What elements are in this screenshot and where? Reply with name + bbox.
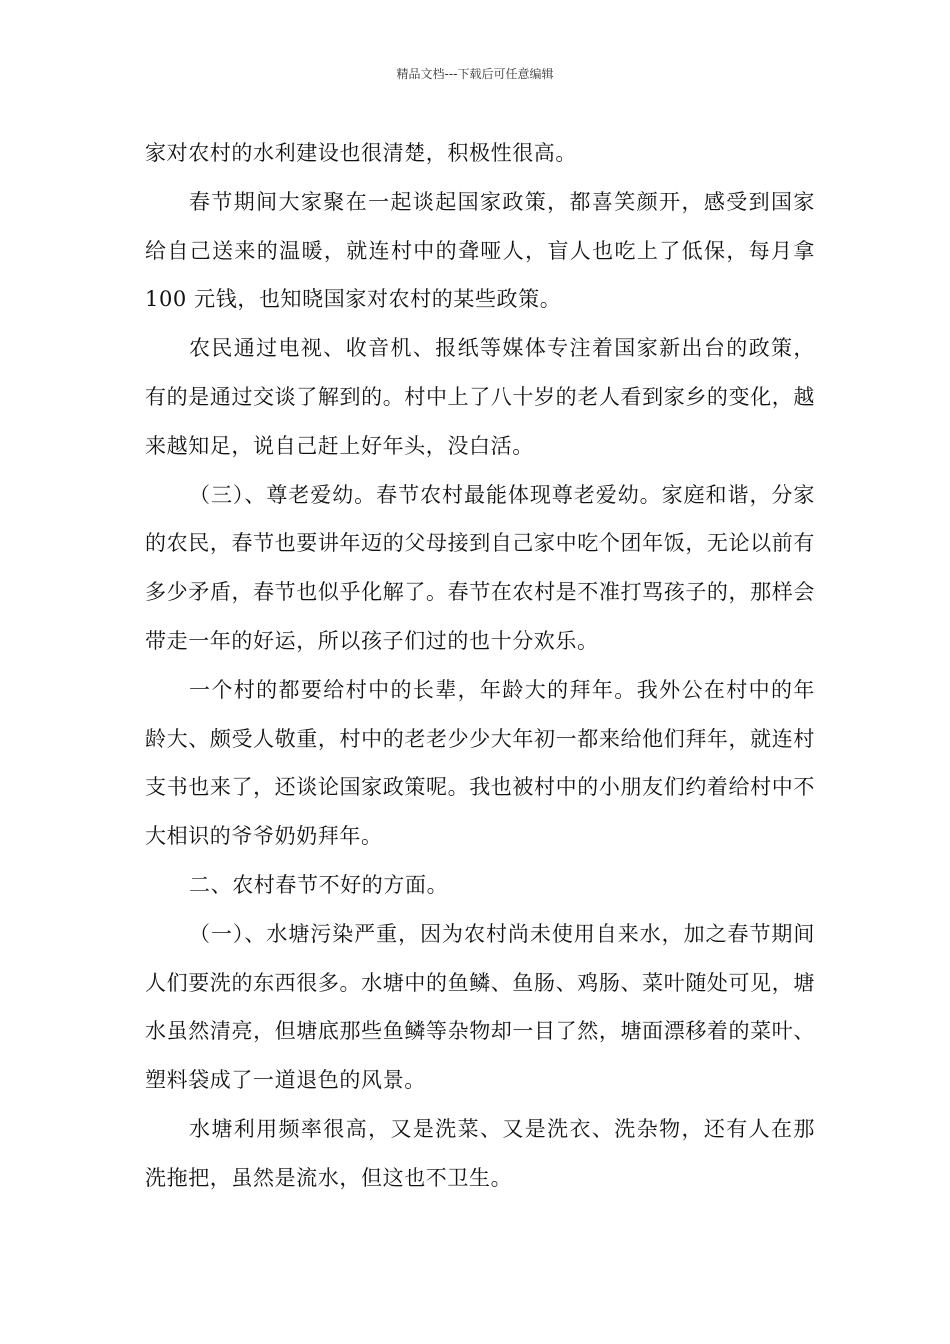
paragraph-media: 农民通过电视、收音机、报纸等媒体专注着国家新出台的政策，有的是通过交谈了解到的。村中上了八十岁的老人看到家乡的变化，越来越知足，说自己赶上好年头，没白活。	[145, 336, 815, 458]
paragraph-pond-pollution: （一）、水塘污染严重，因为农村尚未使用自来水，加之春节期间人们要洗的东西很多。水塘中的鱼鳞、鱼肠、鸡肠、菜叶随处可见，塘水虽然清亮，但塘底那些鱼鳞等杂物却一目了然，塘面漂移着的菜叶、塑料袋成了一道退色的风景。	[145, 921, 815, 1093]
paragraph-respect-elders: （三）、尊老爱幼。春节农村最能体现尊老爱幼。家庭和谐，分家的农民，春节也要讲年迈的父母接到自己家中吃个团年饭，无论以前有多少矛盾，春节也似乎化解了。春节在农村是不准打骂孩子的，那样会带走一年的好运，所以孩子们过的也十分欢乐。	[145, 482, 815, 653]
paragraph-pond-usage: 水塘利用频率很高，又是洗菜、又是洗衣、洗杂物，还有人在那洗拖把，虽然是流水，但这也不卫生。	[145, 1116, 815, 1190]
paragraph-new-year-visits: 一个村的都要给村中的长辈，年龄大的拜年。我外公在村中的年龄大、颇受人敬重，村中的老老少少大年初一都来给他们拜年，就连村支书也来了，还谈论国家政策呢。我也被村中的小朋友们约着给村中不大相识的爷爷奶奶拜年。	[145, 677, 815, 849]
section-heading-negatives: 二、农村春节不好的方面。	[189, 872, 449, 897]
document-body	[145, 129, 815, 1203]
paragraph-national-policy: 春节期间大家聚在一起谈起国家政策，都喜笑颜开，感受到国家给自己送来的温暖，就连村中的聋哑人，盲人也吃上了低保，每月拿 100 元钱，也知晓国家对农村的某些政策。	[145, 189, 815, 312]
page-header: 精品文档---下载后可任意编辑	[396, 67, 554, 81]
paragraph-continuation: 家对农村的水利建设也很清楚，积极性很高。	[145, 141, 577, 165]
